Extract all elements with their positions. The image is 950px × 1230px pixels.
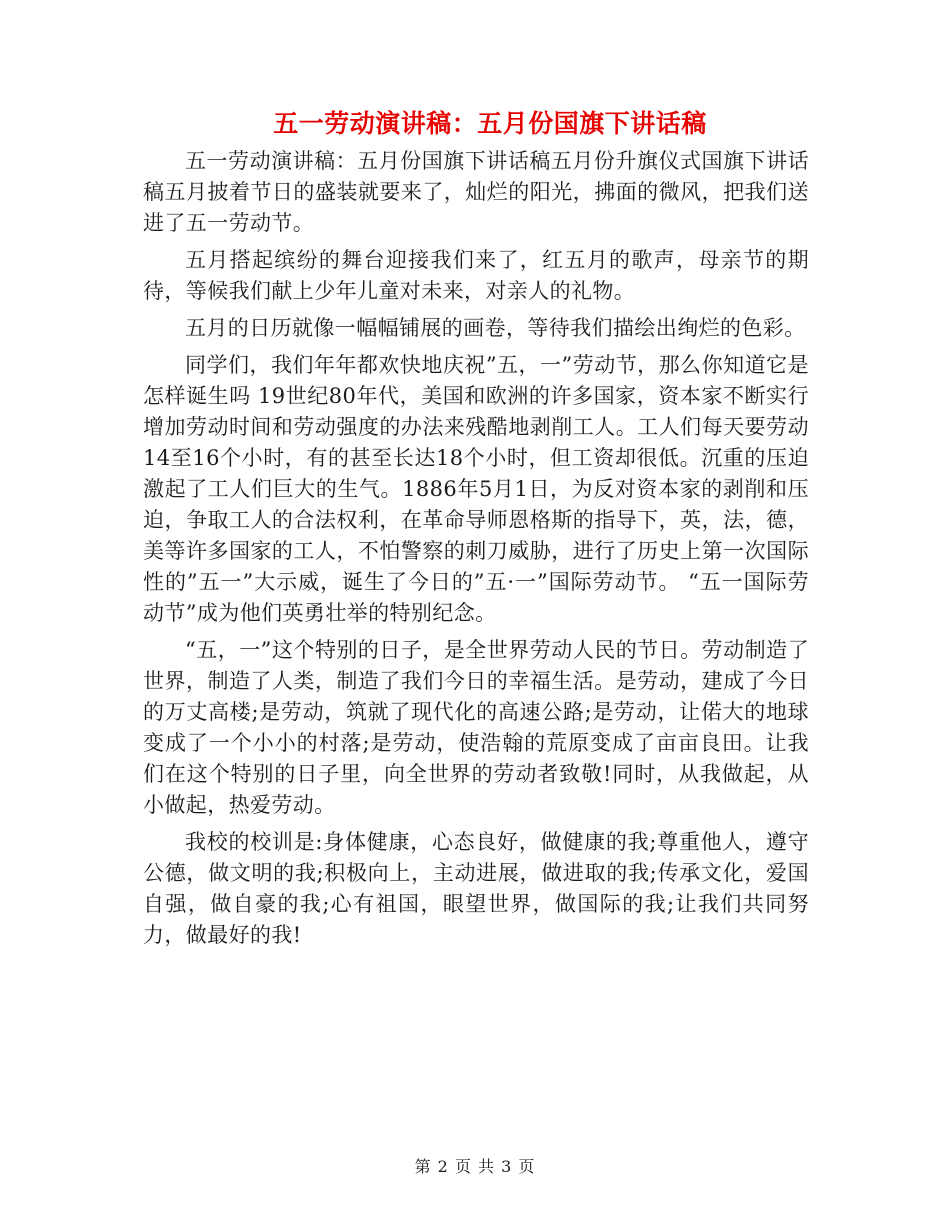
paragraph: 五月搭起缤纷的舞台迎接我们来了，红五月的歌声，母亲节的期待，等候我们献上少年儿童对未来，对亲人的礼物。 [143,248,809,303]
paragraph: 五一劳动演讲稿：五月份国旗下讲话稿五月份升旗仪式国旗下讲话稿五月披着节日的盛装就要来了，灿烂的阳光，拂面的微风，把我们送进了五一劳动节。 [143,149,809,235]
paragraph: 我校的校训是:身体健康，心态良好，做健康的我;尊重他人，遵守公德，做文明的我;积极向上，主动进展，做进取的我;传承文化，爱国自强，做自豪的我;心有祖国，眼望世界，做国际的我;让我们共同努力，做最好的我! [143,830,809,947]
paragraph: 同学们，我们年年都欢快地庆祝”五，一”劳动节，那么你知道它是怎样诞生吗 19世纪80年代，美国和欧洲的许多国家，资本家不断实行增加劳动时间和劳动强度的办法来残酷地剥削工人。工人们每天要劳动14至16个小时，有的甚至长达18个小时，但工资却很低。沉重的压迫激起了工人们巨大的生气。1886年5月1日，为反对资本家的剥削和压迫，争取工人的合法权利，在革命导师恩格斯的指导下，英，法，德，美等许多国家的工人，不怕警察的刺刀威胁，进行了历史上第一次国际性的”五一”大示威，诞生了今日的”五·一”国际劳动节。 “五一国际劳动节”成为他们英勇壮举的特别纪念。 [143,353,809,625]
document-title: 五一劳动演讲稿：五月份国旗下讲话稿 [273,109,707,138]
document-page [143,104,809,957]
paragraph: “五，一”这个特别的日子，是全世界劳动人民的节日。劳动制造了世界，制造了人类，制造了我们今日的幸福生活。是劳动，建成了今日的万丈高楼;是劳动，筑就了现代化的高速公路;是劳动，让偌大的地球变成了一个小小的村落;是劳动，使浩翰的荒原变成了亩亩良田。让我们在这个特别的日子里，向全世界的劳动者致敬!同时，从我做起，从小做起，热爱劳动。 [143,638,809,817]
page-number-footer: 第 2 页 共 3 页 [414,1157,536,1176]
paragraph: 五月的日历就像一幅幅铺展的画卷，等待我们描绘出绚烂的色彩。 [185,316,806,340]
